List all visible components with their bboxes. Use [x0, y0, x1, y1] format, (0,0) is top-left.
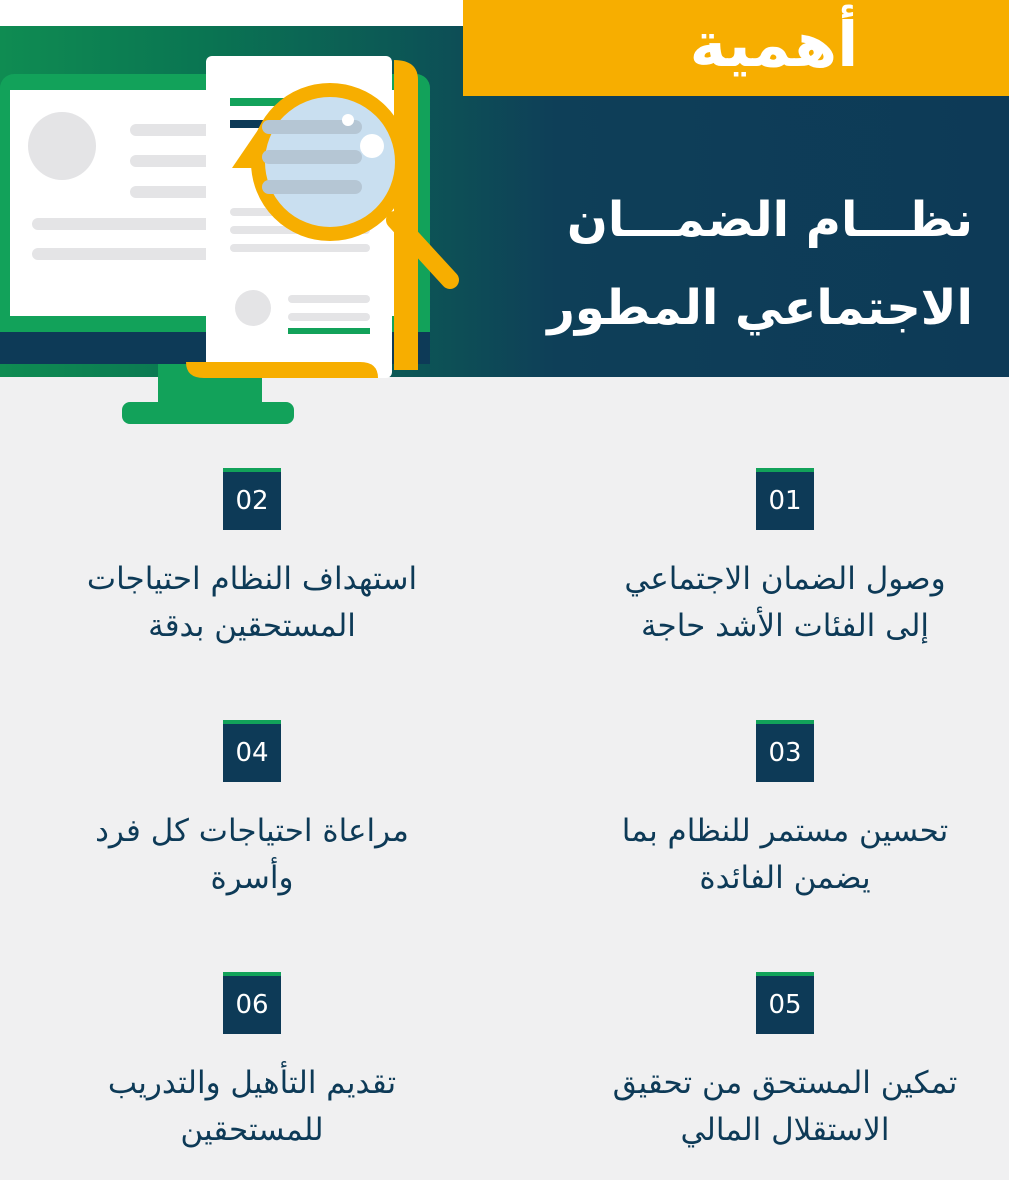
item-text-line-1: استهداف النظام احتياجات	[86, 561, 418, 597]
item-number-badge: 02	[223, 468, 281, 530]
item-number-badge: 05	[756, 972, 814, 1034]
item-text-line-1: تمكين المستحق من تحقيق	[612, 1065, 958, 1101]
item-text-line-1: مراعاة احتياجات كل فرد	[95, 813, 409, 849]
item-number-badge: 04	[223, 720, 281, 782]
item-text-line-1: تقديم التأهيل والتدريب	[107, 1065, 397, 1101]
benefit-item-05	[565, 972, 1005, 1154]
item-text-line-2: إلى الفئات الأشد حاجة	[640, 608, 930, 644]
headline-line-2: الاجتماعي المطور	[547, 280, 973, 336]
item-text-line-2: يضمن الفائدة	[699, 860, 871, 896]
benefit-item-02	[32, 468, 472, 650]
item-number-badge: 06	[223, 972, 281, 1034]
item-text	[32, 1060, 472, 1154]
benefit-item-03	[565, 720, 1005, 902]
item-number-badge: 01	[756, 468, 814, 530]
benefit-item-04	[32, 720, 472, 902]
illustration	[0, 40, 470, 430]
item-text-line-1: وصول الضمان الاجتماعي	[624, 561, 946, 597]
item-text-line-2: المستحقين بدقة	[148, 608, 356, 644]
benefit-item-01	[565, 468, 1005, 650]
item-text-line-1: تحسين مستمر للنظام بما	[621, 813, 949, 849]
item-text	[565, 1060, 1005, 1154]
item-text	[565, 556, 1005, 650]
headline	[493, 176, 973, 352]
item-text	[565, 808, 1005, 902]
item-number-badge: 03	[756, 720, 814, 782]
item-text-line-2: للمستحقين	[180, 1112, 324, 1148]
benefit-item-06	[32, 972, 472, 1154]
item-text	[32, 556, 472, 650]
title-tab	[463, 0, 1009, 96]
item-text	[32, 808, 472, 902]
item-text-line-2: وأسرة	[210, 860, 294, 896]
item-text-line-2: الاستقلال المالي	[680, 1112, 890, 1148]
headline-line-1: نظـــام الضمـــان	[566, 192, 973, 248]
title-text: أهمية	[689, 7, 859, 81]
